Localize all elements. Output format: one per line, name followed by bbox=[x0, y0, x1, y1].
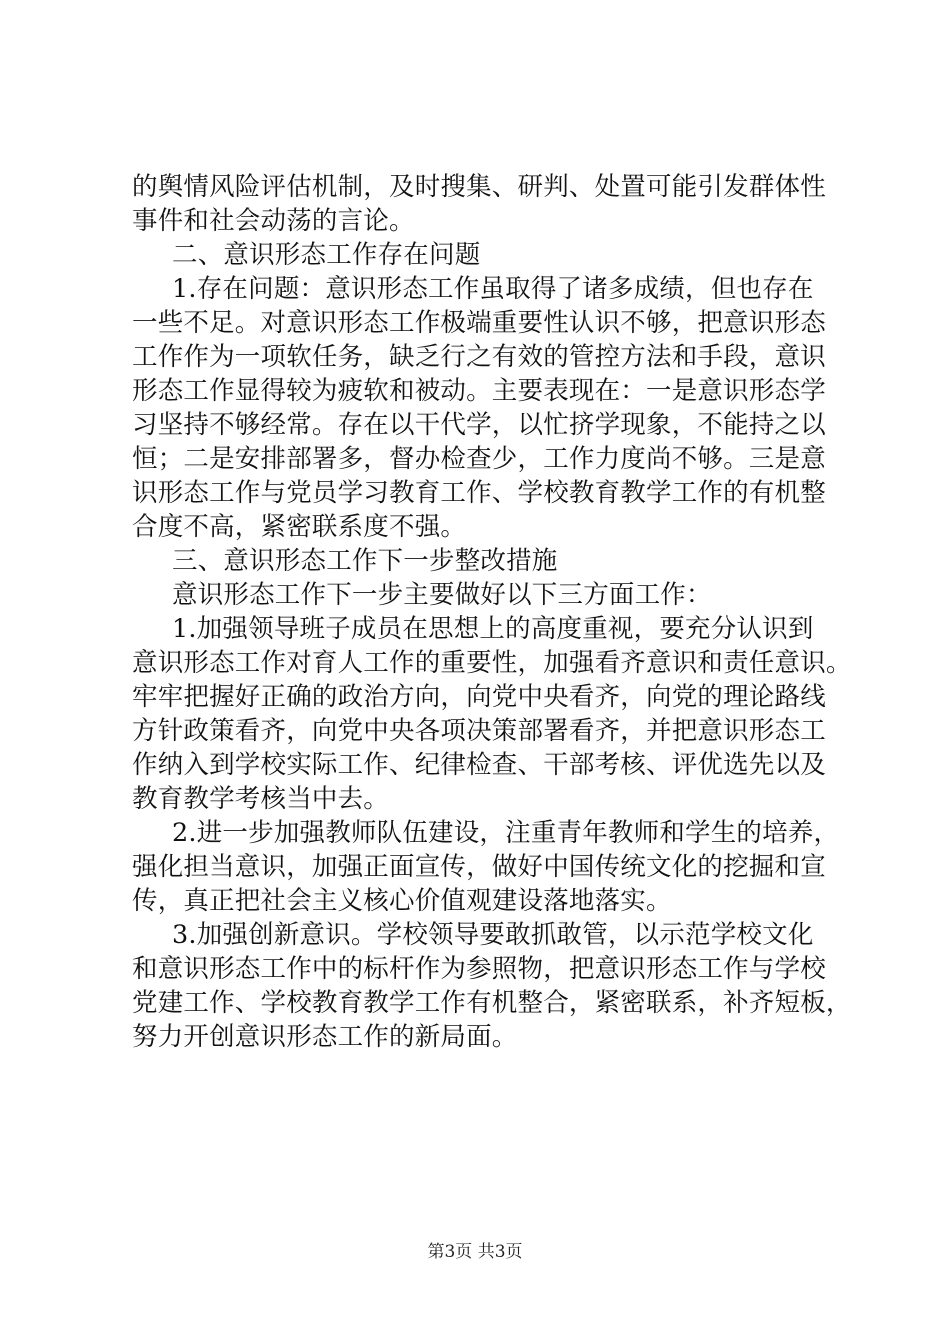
text-line: 和意识形态工作中的标杆作为参照物，把意识形态工作与学校 bbox=[132, 954, 826, 984]
text-line: 3.加强创新意识。学校领导要敢抓敢管，以示范学校文化 bbox=[172, 920, 814, 950]
text-line: 工作作为一项软任务，缺乏行之有效的管控方法和手段，意识 bbox=[132, 342, 826, 372]
text-line: 二、意识形态工作存在问题 bbox=[172, 240, 481, 270]
page-footer: 第3页 共3页 bbox=[427, 1242, 523, 1262]
text-line: 的舆情风险评估机制，及时搜集、研判、处置可能引发群体性 bbox=[132, 172, 826, 202]
text-line: 党建工作、学校教育教学工作有机整合，紧密联系，补齐短板， bbox=[132, 988, 852, 1018]
text-line: 恒；二是安排部署多，督办检查少，工作力度尚不够。三是意 bbox=[132, 444, 826, 474]
text-line: 1.存在问题：意识形态工作虽取得了诸多成绩，但也存在 bbox=[172, 274, 814, 304]
text-line: 作纳入到学校实际工作、纪律检查、干部考核、评优选先以及 bbox=[132, 750, 826, 780]
text-line: 意识形态工作下一步主要做好以下三方面工作： bbox=[172, 580, 712, 610]
text-line: 努力开创意识形态工作的新局面。 bbox=[132, 1022, 518, 1052]
text-line: 习坚持不够经常。存在以干代学，以忙挤学现象，不能持之以 bbox=[132, 410, 826, 440]
text-line: 意识形态工作对育人工作的重要性，加强看齐意识和责任意识。 bbox=[132, 648, 852, 678]
text-line: 强化担当意识，加强正面宣传，做好中国传统文化的挖掘和宣 bbox=[132, 852, 826, 882]
text-line: 一些不足。对意识形态工作极端重要性认识不够，把意识形态 bbox=[132, 308, 826, 338]
text-line: 合度不高，紧密联系度不强。 bbox=[132, 512, 467, 542]
text-line: 事件和社会动荡的言论。 bbox=[132, 206, 415, 236]
text-line: 识形态工作与党员学习教育工作、学校教育教学工作的有机整 bbox=[132, 478, 826, 508]
text-line: 方针政策看齐，向党中央各项决策部署看齐，并把意识形态工 bbox=[132, 716, 826, 746]
text-line: 2.进一步加强教师队伍建设，注重青年教师和学生的培养， bbox=[172, 818, 840, 848]
text-line: 牢牢把握好正确的政治方向，向党中央看齐，向党的理论路线 bbox=[132, 682, 826, 712]
text-line: 1.加强领导班子成员在思想上的高度重视，要充分认识到 bbox=[172, 614, 814, 644]
document-body bbox=[132, 170, 852, 1054]
text-line: 传，真正把社会主义核心价值观建设落地落实。 bbox=[132, 886, 672, 916]
text-line: 三、意识形态工作下一步整改措施 bbox=[172, 546, 558, 576]
text-line: 形态工作显得较为疲软和被动。主要表现在：一是意识形态学 bbox=[132, 376, 826, 406]
text-line: 教育教学考核当中去。 bbox=[132, 784, 390, 814]
